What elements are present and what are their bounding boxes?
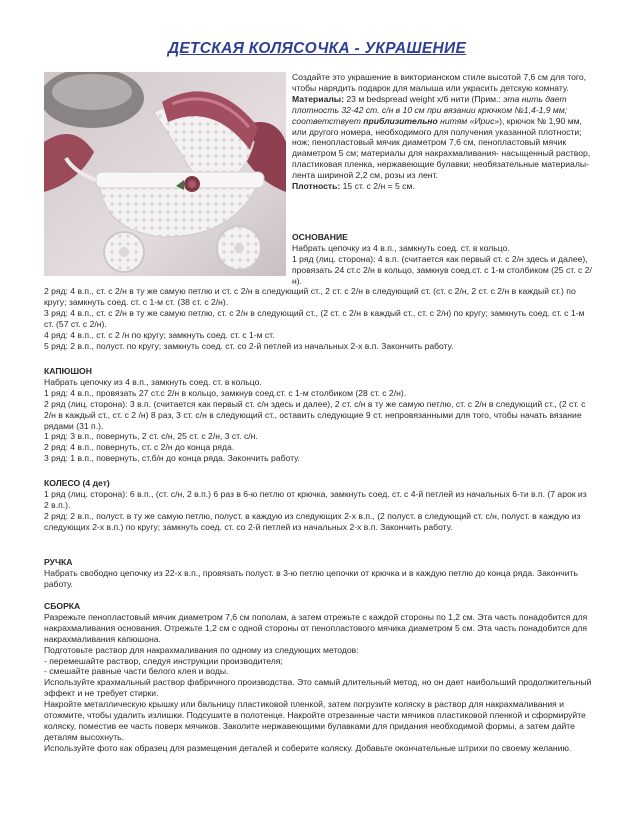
stroller-photo: [44, 72, 286, 276]
page-title: ДЕТСКАЯ КОЛЯСОЧКА - УКРАШЕНИЕ: [167, 40, 467, 57]
materials-label: Материалы:: [292, 93, 345, 104]
kapushon-line: Набрать цепочку из 4 в.п., замкнуть соед. ст. в кольцо.: [44, 376, 262, 387]
sborka-heading: СБОРКА: [44, 601, 81, 611]
stroller-illustration: [44, 72, 286, 276]
sborka-line: - перемешайте раствор, следуя инструкции производителя;: [44, 655, 283, 666]
intro-block: [292, 72, 592, 192]
materials-note-italic-2: нитям «Ирис»: [437, 115, 500, 126]
kapushon-line: 1 ряд: 4 в.п., провязать 27 ст.с 2/н в кольцо, замкнув соед.ст. с 1-м столбиком (28 ст. с 2/н).: [44, 387, 407, 398]
ruchka-section: [44, 557, 592, 590]
osnovanie-line: 1 ряд (лиц. сторона): 4 в.п. (считается как первый ст. с 2/н здесь и далее), провязать 24 ст.с 2/н в кольцо, замкнув соед.ст. с 1-м столбиком (25 ст. с 2/н).: [292, 253, 592, 286]
koleso-section: [44, 478, 592, 533]
osnovanie-line: 4 ряд: 4 в.п., ст. с 2 /н по кругу; замкнуть соед. ст. с 1-м ст.: [44, 329, 275, 340]
intro-lead: Создайте это украшение в викторианском стиле высотой 7,6 см для того, чтобы нарядить подарок для малыша или украсить детскую комнату.: [292, 72, 587, 93]
kapushon-line: 1 ряд: 3 в.п., повернуть, 2 ст. с/н, 25 ст. с 2/н, 3 ст. с/н.: [44, 431, 258, 442]
osnovanie-line: Набрать цепочку из 4 в.п., замкнуть соед. ст. в кольцо.: [292, 242, 510, 253]
sborka-line: Накройте металлическую крышку или бальницу пластиковой пленкой, затем погрузите коляску в раствор для накрахмаливания и отожмите, чтобы удалить излишки. Подсушите в полотенце. Накройте отрезанные части мячиков пластиковой пленкой и сформируйте коляску, поместив ее часть поверх мячиков. Заколите нержавеющими булавками для придания необходимой формы, а затем дайте деталям высохнуть.: [44, 699, 586, 742]
osnovanie-line: 5 ряд: 2 в.п., полуст. по кругу; замкнуть соед. ст. со 2-й петлей из начальных 2-х в.п. Закончить работу.: [44, 340, 454, 351]
ruchka-heading: РУЧКА: [44, 557, 73, 567]
ruchka-line: Набрать свободно цепочку из 22-х в.п., провязать полуст. в 3-ю петлю цепочки от крючка и в каждую петлю до конца ряда. Закончить работу.: [44, 567, 578, 589]
materials-note-italic: эта нить дает плотность 32-42 ст. с/н в 10 см при вязании крючком №1,4-1,9 мм; соответствует: [292, 93, 568, 126]
density-text: 15 ст. с 2/н = 5 см.: [340, 181, 415, 192]
koleso-line: 2 ряд: 2 в.п., полуст. в ту же самую петлю, полуст. в каждую из следующих 2-х в.п., (2 полуст. в следующий ст. с/н, полуст. в каждую из следующих 2-х в.п.) по кругу; замкнуть соед. ст. со 2-й петлей из начальных 2-х в.п. Закончить работу.: [44, 510, 581, 532]
density-label: Плотность:: [292, 181, 341, 192]
materials-note-bold: приблизительно: [363, 115, 438, 126]
koleso-line: 1 ряд (лиц. сторона): 6 в.п., (ст. с/н, 2 в.п.) 6 раз в 6-ю петлю от крючка, замкнуть соед. ст. с 4-й петлей из начальных 6-ти в.п. (7 арок из 2 в.п.).: [44, 488, 587, 510]
materials-text-2: ), крючок № 1,90 мм, или другого номера, необходимого для получения указанной плотности; нож; пенопластовый мячик диаметром 7,6 см, пенопластовый мячик диаметром 5 см; материалы для накрахмаливания- насыщенный раствор, пластиковая пленка, нержавеющие булавки; необязательные материалы- лента шириной 2,2 см, розы из лент.: [292, 115, 591, 181]
sborka-line: Разрежьте пенопластовый мячик диаметром 7,6 см пополам, а затем отрежьте с каждой стороны по 1,2 см. Эта часть понадобится для накрахмаливания основания. Отрежьте 1,2 см с одной стороны от пенопластового мячика диаметром 5 см. Эта часть понадобится для накрахмаливания капюшона.: [44, 611, 588, 644]
kapushon-line: 2 ряд: 4 в.п., повернуть, ст. с 2/н до конца ряда.: [44, 442, 235, 453]
materials-text-1: 23 м bedspread weight х/б нити (Прим.:: [344, 93, 504, 104]
koleso-heading: КОЛЕСО (4 дет): [44, 478, 110, 488]
sborka-section: [44, 601, 592, 754]
sborka-line: Используйте крахмальный раствор фабричного производства. Это самый длительный метод, но он дает наибольший продолжительный эффект и не требует стирки.: [44, 677, 592, 699]
sborka-line: Подготовьте раствор для накрахмаливания по одному из следующих методов:: [44, 644, 359, 655]
kapushon-heading: КАПЮШОН: [44, 366, 92, 376]
osnovanie-line: 2 ряд: 4 в.п., ст. с 2/н в ту же самую петлю и ст. с 2/н в следующий ст., 2 ст. с 2/н в следующий ст. (ст. с 2/н, 2 ст. с 2/н в каждый ст.) по кругу; замкнуть соед. ст. с 1-м ст. (38 ст. с 2/н).: [44, 286, 576, 307]
density-paragraph: [292, 181, 592, 192]
osnovanie-narrow: [292, 232, 592, 287]
kapushon-line: 2 ряд (лиц. сторона): 3 в.п. (считается как первый ст. с/н здесь и далее), 2 ст. с/н в ту же самую петлю, ст. с 2/н в следующий ст., (2 ст. с 2/н в каждый ст., ст. с 2 /н) 8 раз, 3 ст. с/н в следующий ст., оставить следующие 9 ст. непровязанными для того, чтобы начать вязание рядами (31 п.).: [44, 398, 586, 431]
kapushon-section: [44, 366, 592, 464]
osnovanie-heading: ОСНОВАНИЕ: [292, 232, 348, 242]
kapushon-line: 3 ряд: 1 в.п., повернуть, ст.б/н до конца ряда. Закончить работу.: [44, 453, 300, 464]
osnovanie-wide: [44, 286, 592, 351]
sborka-line: Используйте фото как образец для размещения деталей и соберите коляску. Добавьте окончательные штрихи по своему желанию.: [44, 742, 572, 753]
osnovanie-line: 3 ряд: 4 в.п., ст. с 2/н в ту же самую петлю, ст. с 2/н в следующий ст., (2 ст. с 2/н в каждый ст., ст. с 2/н) по кругу; замкнуть соед. ст. с 1-м ст. (57 ст. с 2/н).: [44, 307, 585, 329]
sborka-line: - смешайте равные части белого клея и воды.: [44, 666, 229, 677]
materials-paragraph: [292, 94, 592, 181]
